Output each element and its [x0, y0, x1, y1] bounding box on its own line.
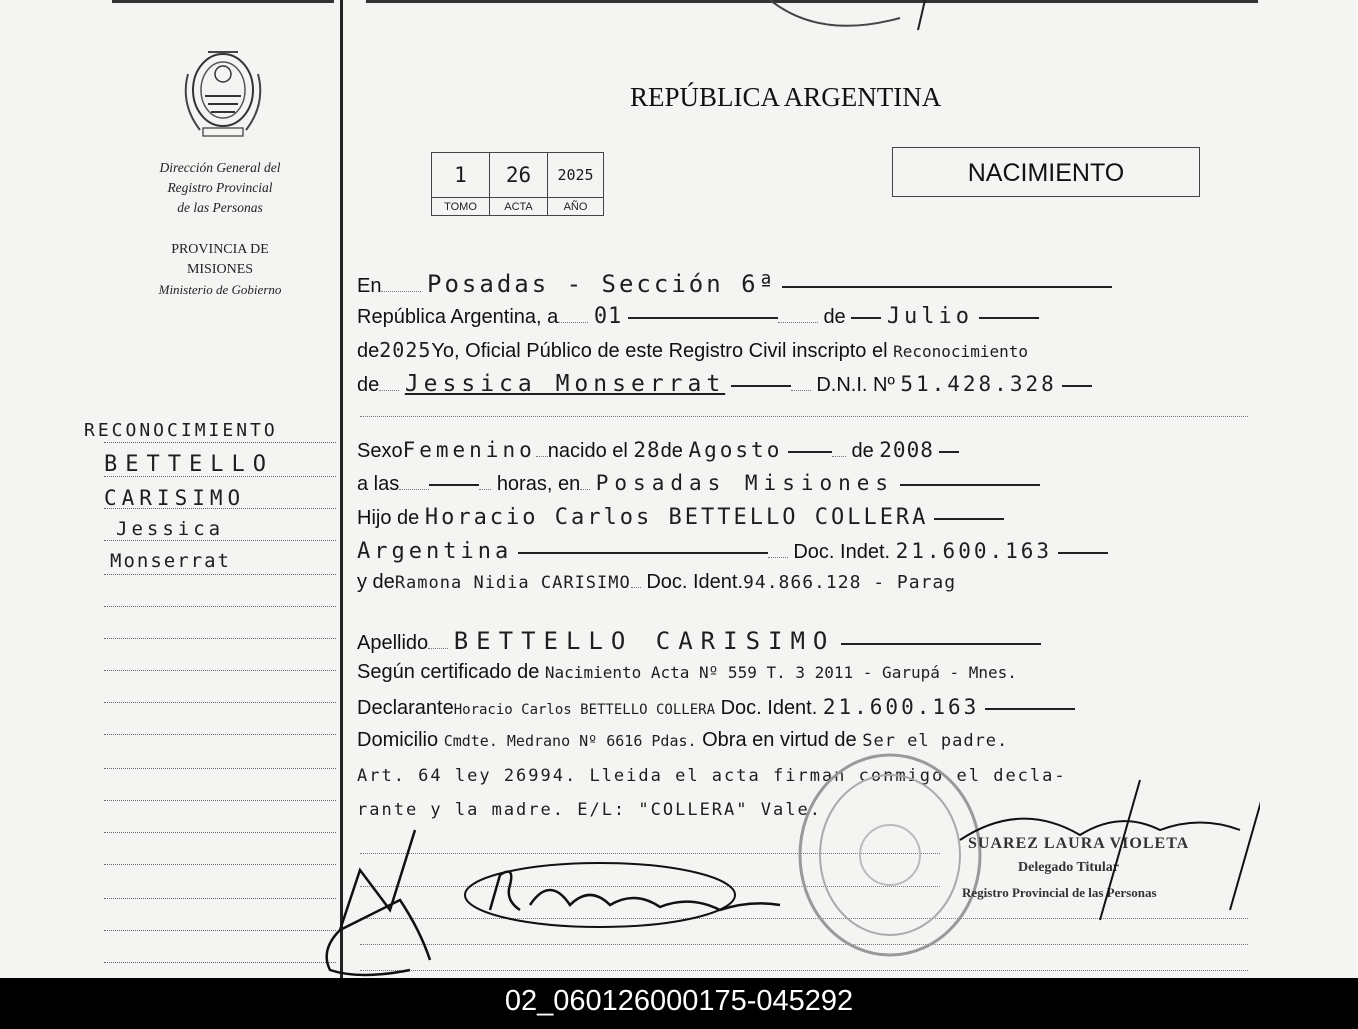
apellido-value: BETTELLO CARISIMO: [453, 627, 836, 655]
declarante-doc-value: 21.600.163: [822, 695, 980, 719]
father-nationality: Argentina: [357, 539, 513, 564]
margin-dotted-line: [104, 638, 336, 639]
day-value: 01: [593, 304, 623, 329]
margin-dotted-line: [104, 930, 336, 931]
father-doc-value: 21.600.163: [895, 539, 1053, 563]
mother-value: Ramona Nidia CARISIMO: [394, 573, 631, 593]
province-header: [130, 240, 310, 300]
republica-label: República Argentina, a: [357, 306, 559, 328]
father-doc-row: [357, 539, 1108, 573]
province-line2: MISIONES: [186, 262, 254, 277]
ministry-name: Ministerio de Gobierno: [158, 282, 282, 297]
margin-dotted-line: [104, 702, 336, 703]
top-rule-left: [112, 0, 334, 3]
margin-dotted-line: [104, 734, 336, 735]
margin-dotted-line: [104, 540, 336, 541]
registry-numbers-table: [431, 152, 604, 216]
person-de-label: de: [357, 374, 380, 396]
margin-dotted-line: [104, 442, 336, 443]
year-value: 2025: [379, 338, 432, 362]
margin-dotted-line: [104, 476, 336, 477]
observation-text2: rante y la madre. E/L: "COLLERA" Vale.: [357, 800, 822, 820]
coat-of-arms-icon: [178, 44, 268, 140]
birth-de-label: de: [660, 440, 683, 462]
margin-dotted-line: [104, 800, 336, 801]
delegate-signature-icon: [940, 770, 1260, 940]
sexo-label: Sexo: [357, 440, 403, 462]
nacido-label: nacido el: [547, 440, 628, 462]
doc-indet-label: Doc. Indet.: [793, 541, 891, 563]
margin-note-line5: Monserrat: [110, 550, 231, 572]
margin-note-line2: BETTELLO: [104, 452, 274, 477]
place-value: Posadas - Sección 6ª: [427, 270, 777, 298]
observation-text1: Art. 64 ley 26994. Lleida el acta firman conmigo el decla-: [357, 766, 1067, 786]
birth-de2-label: de: [851, 440, 874, 462]
tomo-value: 1: [432, 153, 490, 198]
a-las-label: a las: [357, 473, 400, 495]
office-line3: de las Personas: [177, 200, 263, 215]
margin-dotted-line: [104, 606, 336, 607]
stamp-office: Registro Provincial de las Personas: [962, 885, 1157, 900]
sex-birth-row: [357, 438, 959, 472]
certificate-row: [357, 661, 1017, 695]
date-row: [357, 304, 1039, 338]
hijo-label: Hijo de: [357, 507, 420, 529]
country-title: REPÚBLICA ARGENTINA: [630, 82, 942, 112]
anio-value: 2025: [548, 153, 604, 198]
person-row: [357, 371, 1092, 405]
month-value: Julio: [886, 304, 974, 329]
official-row: [357, 338, 1028, 372]
mother-signature-icon: [460, 855, 800, 935]
birth-year-value: 2008: [879, 438, 934, 462]
margin-dotted-line: [104, 768, 336, 769]
officer-signature-icon: [320, 820, 460, 978]
time-place-row: [357, 471, 1040, 505]
blank-dotted-line: [360, 970, 1248, 971]
birth-month-value: Agosto: [688, 438, 783, 462]
office-line2: Registro Provincial: [167, 180, 273, 195]
margin-dotted-line: [104, 832, 336, 833]
person-value: Jessica Monserrat: [404, 371, 726, 397]
y-de-label: y de: [357, 571, 395, 593]
margin-dotted-line: [104, 508, 336, 509]
margin-dotted-line: [104, 670, 336, 671]
margin-note-line3: CARISIMO: [104, 486, 246, 510]
top-stamp-fragment: [760, 0, 960, 40]
month-de-label: de: [823, 306, 846, 328]
margin-note-line1: RECONOCIMIENTO: [84, 420, 278, 441]
dni-label: D.N.I. Nº: [816, 374, 895, 396]
acta-value: 26: [490, 153, 548, 198]
document-type-box: NACIMIENTO: [892, 147, 1200, 197]
declarante-label: Declarante: [357, 697, 454, 719]
scan-reference-footer: 02_060126000175-045292: [0, 978, 1358, 1029]
obra-value: Ser el padre.: [862, 731, 1009, 751]
declarante-doc-label: Doc. Ident.: [720, 697, 818, 719]
declarante-value: Horacio Carlos BETTELLO COLLERA: [453, 702, 716, 718]
declarante-row: [357, 695, 1075, 729]
tomo-label: TOMO: [432, 198, 490, 216]
margin-dotted-line: [104, 898, 336, 899]
office-header: [130, 158, 310, 218]
horas-label: horas, en: [496, 473, 581, 495]
province-line1: PROVINCIA DE: [171, 242, 269, 257]
birth-place-value: Posadas Misiones: [595, 471, 895, 495]
acta-label: ACTA: [490, 198, 548, 216]
domicilio-label: Domicilio: [357, 729, 439, 751]
blank-dotted-line: [360, 416, 1248, 417]
margin-note-line4: Jessica: [116, 518, 225, 540]
father-value: Horacio Carlos BETTELLO COLLERA: [424, 505, 929, 530]
margin-dotted-line: [104, 864, 336, 865]
en-label: En: [357, 275, 382, 297]
inscribed-value: Reconocimiento: [893, 342, 1028, 361]
mother-row: [357, 571, 956, 605]
margin-dotted-line: [104, 962, 336, 963]
official-text: Yo, Oficial Público de este Registro Civil inscripto el: [431, 340, 888, 362]
margin-dotted-line: [104, 574, 336, 575]
domicilio-value: Cmdte. Medrano Nº 6616 Pdas.: [443, 732, 697, 750]
segun-value: Nacimiento Acta Nº 559 T. 3 2011 - Garupá - Mnes.: [544, 663, 1017, 682]
apellido-label: Apellido: [357, 632, 429, 654]
doc-ident-label: Doc. Ident.: [646, 571, 744, 593]
father-row: [357, 505, 1004, 539]
anio-label: AÑO: [548, 198, 604, 216]
sexo-value: Femenino: [402, 438, 536, 462]
segun-label: Según certificado de: [357, 661, 540, 683]
stamp-name: SUAREZ LAURA VIOLETA: [968, 835, 1190, 852]
obra-label: Obra en virtud de: [702, 729, 857, 751]
office-line1: Dirección General del: [159, 160, 281, 175]
place-row: [357, 270, 1112, 304]
stamp-title: Delegado Titular: [1018, 860, 1119, 875]
birth-day-value: 28: [633, 438, 661, 462]
mother-doc-value: 94.866.128 - Parag: [743, 572, 957, 593]
dni-value: 51.428.328: [900, 372, 1057, 396]
year-de-label: de: [357, 340, 380, 362]
apellido-row: [357, 627, 1041, 661]
